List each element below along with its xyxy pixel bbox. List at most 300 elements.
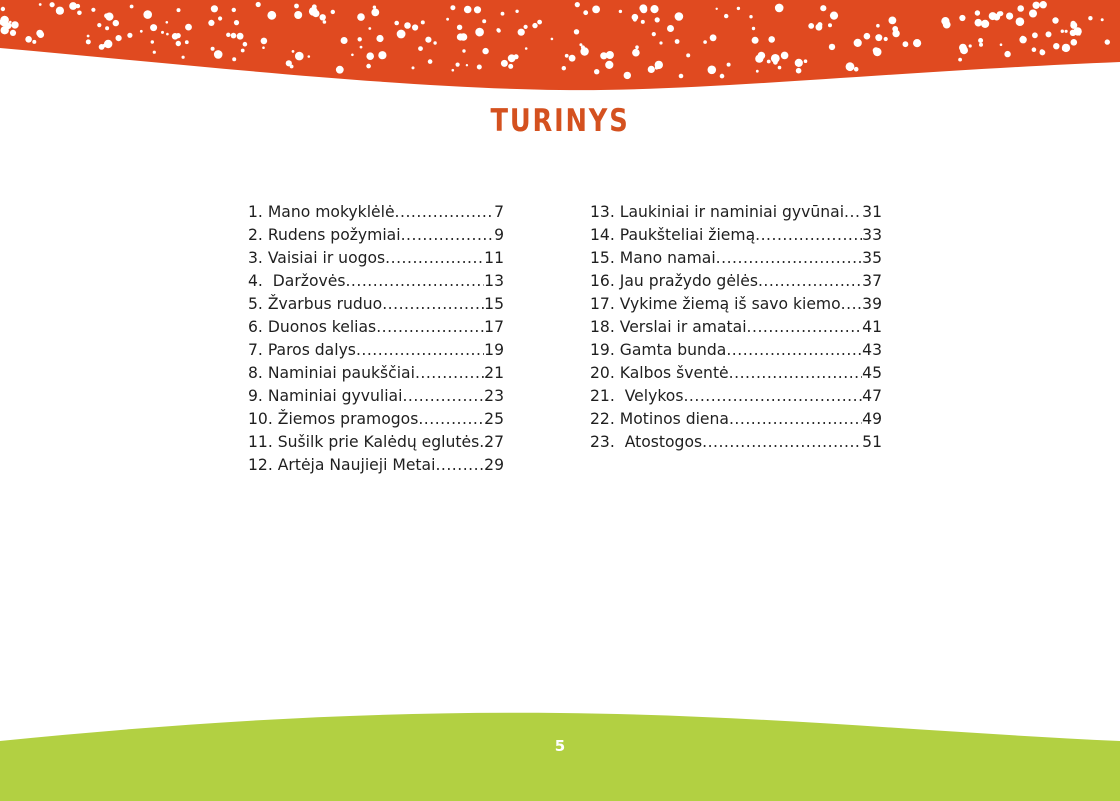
snow-dot <box>667 25 674 32</box>
snow-dot <box>105 13 113 21</box>
snow-dot <box>185 40 189 44</box>
toc-entry-page: 31 <box>862 203 882 221</box>
snow-dot <box>323 20 327 24</box>
toc-dot-leader <box>435 454 484 477</box>
snow-dot <box>87 35 90 38</box>
snow-dot <box>1105 39 1110 44</box>
snow-dot <box>421 20 425 24</box>
top-dotted-wave-band <box>0 0 1120 100</box>
snow-dot <box>816 24 823 31</box>
snow-dot <box>39 3 42 6</box>
snow-dot <box>336 66 344 74</box>
snow-dot <box>76 4 80 8</box>
snow-dot <box>514 54 519 59</box>
toc-entry <box>248 316 504 339</box>
toc-entry <box>248 454 504 477</box>
snow-dot <box>166 33 169 36</box>
snow-dot <box>1071 39 1078 46</box>
toc-dot-leader <box>395 201 495 224</box>
table-of-contents-left-column <box>248 201 504 477</box>
snow-dot <box>518 29 525 36</box>
toc-entry-page: 51 <box>862 433 882 451</box>
toc-entry-title: 4. Daržovės <box>248 272 346 290</box>
snow-dot <box>360 46 363 49</box>
toc-entry-title: 13. Laukiniai ir naminiai gyvūnai <box>590 203 845 221</box>
snow-dot <box>796 68 802 74</box>
toc-dot-leader <box>415 362 484 385</box>
snow-dot <box>256 2 261 7</box>
snow-dot <box>1032 47 1037 52</box>
snow-dot <box>464 6 472 14</box>
snow-dot <box>515 10 518 13</box>
snow-dot <box>828 23 832 27</box>
snow-dot <box>624 72 631 79</box>
toc-entry-page: 37 <box>862 272 882 290</box>
snow-dot <box>873 47 879 53</box>
snow-dot <box>652 32 656 36</box>
toc-dot-leader <box>716 247 862 270</box>
snow-dot <box>466 64 468 66</box>
snow-dot <box>501 60 508 67</box>
snow-dot <box>226 33 230 37</box>
snow-dot <box>795 59 803 67</box>
toc-dot-leader <box>356 339 484 362</box>
snow-dot <box>979 43 983 47</box>
toc-entry-page: 47 <box>862 387 882 405</box>
toc-dot-leader <box>844 201 862 224</box>
snow-dot <box>889 17 897 25</box>
snow-dot <box>11 21 18 28</box>
snow-dot <box>153 51 156 54</box>
snow-dot <box>1061 30 1064 33</box>
toc-entry-title: 23. Atostogos <box>590 433 703 451</box>
snow-dot <box>366 52 374 60</box>
snow-dot <box>724 14 728 18</box>
snow-dot <box>1 7 5 11</box>
snow-dot <box>261 38 268 45</box>
snow-dot <box>234 20 239 25</box>
snow-dot <box>525 47 528 50</box>
snow-dot <box>1017 5 1024 12</box>
snow-dot <box>1053 43 1059 49</box>
snow-dot <box>56 7 64 15</box>
toc-entry-title: 5. Žvarbus ruduo <box>248 295 383 313</box>
toc-entry-title: 14. Paukšteliai žiemą <box>590 226 756 244</box>
snow-dot <box>778 66 782 70</box>
toc-entry <box>248 362 504 385</box>
snow-dot <box>262 46 265 49</box>
toc-entry <box>590 316 882 339</box>
snow-dot <box>854 67 859 72</box>
snow-dot <box>496 28 500 32</box>
toc-dot-leader <box>726 339 862 362</box>
snow-dot <box>412 24 418 30</box>
snow-dot <box>116 35 122 41</box>
toc-entry-page: 17 <box>484 318 504 336</box>
snow-dot <box>1029 10 1037 18</box>
snow-dot <box>749 15 752 18</box>
snow-dot <box>166 21 169 24</box>
snow-dot <box>474 6 481 13</box>
toc-entry-page: 23 <box>484 387 504 405</box>
snow-dot <box>1040 50 1046 56</box>
snow-dot <box>0 16 9 25</box>
snow-dot <box>462 49 465 52</box>
toc-entry <box>248 247 504 270</box>
toc-entry-title: 21. Velykos <box>590 387 684 405</box>
toc-entry-page: 45 <box>862 364 882 382</box>
snow-dot <box>876 24 880 28</box>
snow-dot <box>1065 30 1068 33</box>
toc-entry-title: 6. Duonos kelias <box>248 318 377 336</box>
snow-dot <box>460 33 468 41</box>
toc-entry-page: 21 <box>484 364 504 382</box>
snow-dot <box>829 44 835 50</box>
toc-dot-leader <box>729 408 862 431</box>
snow-dot <box>37 31 44 38</box>
snow-dot <box>312 4 317 9</box>
snow-dot <box>675 39 680 44</box>
toc-entry-title: 15. Mano namai <box>590 249 716 267</box>
toc-entry <box>590 201 882 224</box>
snow-dot <box>1071 21 1076 26</box>
snow-dot <box>211 5 218 12</box>
snow-dot <box>86 39 91 44</box>
snow-dot <box>575 2 580 7</box>
snow-dot <box>232 8 236 12</box>
toc-dot-leader <box>418 408 484 431</box>
snow-dot <box>371 9 379 17</box>
toc-dot-leader <box>683 385 862 408</box>
snow-dot <box>679 74 684 79</box>
toc-entry-page: 15 <box>484 295 504 313</box>
toc-entry-title: 9. Naminiai gyvuliai <box>248 387 403 405</box>
snow-dot <box>635 45 639 49</box>
snow-dot <box>574 29 579 34</box>
snow-dot <box>756 70 759 73</box>
snow-dot <box>648 66 655 73</box>
toc-dot-leader <box>402 385 484 408</box>
snow-dot <box>978 38 983 43</box>
toc-entry-title: 1. Mano mokyklėlė <box>248 203 395 221</box>
snow-dot <box>892 30 899 37</box>
snow-dot <box>331 10 335 14</box>
snow-dot <box>208 20 214 26</box>
snow-dot <box>775 4 784 13</box>
snow-dot <box>864 33 871 40</box>
snow-dot <box>768 36 775 43</box>
snow-dot <box>583 10 588 15</box>
snow-dot <box>77 11 82 16</box>
snow-dot <box>341 37 348 44</box>
snow-dot <box>981 20 989 28</box>
toc-entry-title: 12. Artėja Naujieji Metai <box>248 456 436 474</box>
snow-dot <box>846 62 855 71</box>
toc-entry-title: 20. Kalbos šventė <box>590 364 729 382</box>
snow-dot <box>758 52 766 60</box>
toc-entry-page: 39 <box>862 295 882 313</box>
page-title: TURINYS <box>490 103 630 139</box>
toc-dot-leader <box>755 224 862 247</box>
page-number: 5 <box>554 737 566 755</box>
toc-entry-title: 3. Vaisiai ir uogos <box>248 249 386 267</box>
snow-dot <box>295 52 304 61</box>
toc-entry-page: 49 <box>862 410 882 428</box>
snow-dot <box>9 21 12 24</box>
snow-dot <box>619 10 622 13</box>
snow-dot <box>659 41 662 44</box>
snow-dot <box>105 26 109 30</box>
snow-dot <box>594 69 599 74</box>
toc-entry-title: 10. Žiemos pramogos <box>248 410 419 428</box>
toc-entry <box>248 224 504 247</box>
toc-entry <box>590 362 882 385</box>
snow-dot <box>237 33 244 40</box>
snow-dot <box>1040 1 1047 8</box>
snow-dot <box>286 60 292 66</box>
snow-dot <box>975 19 983 27</box>
snow-dot <box>854 39 862 47</box>
snow-dot <box>450 5 455 10</box>
snow-dot <box>632 49 640 57</box>
snow-dot <box>508 64 513 69</box>
snow-dot <box>294 11 302 19</box>
snow-dot <box>1073 27 1081 35</box>
snow-dot <box>804 59 808 63</box>
snow-dot <box>91 8 95 12</box>
snow-dot <box>241 49 245 53</box>
snow-dot <box>320 14 326 20</box>
snow-dot <box>592 5 600 13</box>
snow-dot <box>569 55 576 62</box>
snow-dot <box>703 40 707 44</box>
snow-dot <box>532 23 537 28</box>
snow-dot <box>1000 43 1003 46</box>
toc-dot-leader <box>401 224 495 247</box>
snow-dot <box>140 30 143 33</box>
toc-entry-page: 33 <box>862 226 882 244</box>
snow-dot <box>579 43 582 46</box>
toc-entry-page: 11 <box>484 249 504 267</box>
snow-dot <box>537 20 542 25</box>
snow-dot <box>308 55 311 58</box>
snow-dot <box>394 21 399 26</box>
snow-dot <box>172 33 179 40</box>
toc-entry <box>590 224 882 247</box>
snow-dot <box>820 5 826 11</box>
toc-entry-page: 19 <box>484 341 504 359</box>
snow-dot <box>376 35 383 42</box>
snow-dot <box>1004 51 1010 57</box>
snow-dot <box>655 61 663 69</box>
snow-dot <box>641 20 645 24</box>
toc-entry-page: 9 <box>494 226 504 244</box>
toc-entry <box>590 247 882 270</box>
snow-dot <box>425 37 431 43</box>
snow-dot <box>214 50 223 59</box>
snow-dot <box>475 28 484 37</box>
toc-entry-page: 13 <box>484 272 504 290</box>
toc-entry-title: 8. Naminiai paukščiai <box>248 364 415 382</box>
snow-dot <box>737 7 740 10</box>
toc-entry <box>248 408 504 431</box>
snow-dot <box>958 58 962 62</box>
snow-dot <box>1101 18 1104 21</box>
toc-entry <box>590 339 882 362</box>
toc-entry-title: 7. Paros dalys <box>248 341 356 359</box>
snow-dot <box>446 18 449 21</box>
snow-dot <box>231 33 237 39</box>
toc-dot-leader <box>729 362 863 385</box>
snow-dot <box>1046 31 1052 37</box>
snow-dot <box>752 27 755 30</box>
snow-dot <box>1088 16 1092 20</box>
snow-dot <box>418 46 423 51</box>
toc-entry-title: 19. Gamta bunda <box>590 341 727 359</box>
snow-dot <box>1033 3 1038 8</box>
snow-dot <box>633 17 637 21</box>
snow-dot <box>292 50 295 53</box>
snow-dot <box>50 2 55 7</box>
snow-dot <box>357 13 365 21</box>
snow-dot <box>830 12 838 20</box>
snow-dot <box>565 54 569 58</box>
snow-dot <box>993 14 1000 21</box>
snow-dot <box>457 25 462 30</box>
toc-entry-title: 2. Rudens požymiai <box>248 226 401 244</box>
toc-dot-leader <box>385 247 484 270</box>
snow-dot <box>373 6 376 9</box>
toc-entry-page: 7 <box>494 203 504 221</box>
snow-dot <box>182 56 185 59</box>
snow-dot <box>655 17 660 22</box>
snow-dot <box>708 66 717 75</box>
toc-entry <box>248 339 504 362</box>
snow-dot <box>428 59 433 64</box>
snow-dot <box>639 4 647 12</box>
toc-entry <box>590 293 882 316</box>
snow-dot <box>143 10 152 19</box>
toc-dot-leader <box>758 270 862 293</box>
snow-dot <box>456 63 460 67</box>
snow-dot <box>650 5 658 13</box>
snow-dot <box>605 61 613 69</box>
snow-dot <box>150 24 157 31</box>
snow-dot <box>1016 17 1025 26</box>
snow-dot <box>903 41 909 47</box>
toc-entry-page: 29 <box>484 456 504 474</box>
toc-entry <box>590 270 882 293</box>
snow-dot <box>130 5 134 9</box>
snow-dot <box>675 12 684 21</box>
toc-dot-leader <box>345 270 484 293</box>
snow-dot <box>913 39 921 47</box>
snow-dot <box>969 44 972 47</box>
toc-entry-title: 11. Sušilk prie Kalėdų eglutės <box>248 433 480 451</box>
snow-dot <box>975 10 980 15</box>
snow-dot <box>482 48 488 54</box>
toc-entry <box>248 431 504 454</box>
toc-entry <box>590 431 882 454</box>
toc-entry <box>590 408 882 431</box>
snow-dot <box>99 44 105 50</box>
snow-dot <box>97 23 101 27</box>
snow-dot <box>378 51 386 59</box>
snow-dot <box>562 66 566 70</box>
toc-entry-page: 27 <box>484 433 504 451</box>
toc-entry-title: 18. Verslai ir amatai <box>590 318 747 336</box>
snow-dot <box>767 60 771 64</box>
snow-dot <box>482 19 486 23</box>
snow-dot <box>366 64 371 69</box>
snow-dot <box>243 42 248 47</box>
snow-dot <box>720 74 725 79</box>
snow-dot <box>404 22 411 29</box>
snow-dot <box>941 17 949 25</box>
snow-dot <box>1062 44 1070 52</box>
snow-dot <box>25 36 32 43</box>
toc-dot-leader <box>841 293 862 316</box>
snow-dot <box>161 31 164 34</box>
snow-dot <box>875 34 882 41</box>
snow-dot <box>351 54 354 57</box>
snow-dot <box>710 34 717 41</box>
snow-dot <box>127 33 132 38</box>
snow-dot <box>551 38 554 41</box>
snow-dot <box>716 8 718 10</box>
snow-dot <box>524 25 528 29</box>
snow-dot <box>267 11 276 20</box>
snow-dot <box>312 10 319 17</box>
snow-dot <box>686 53 690 57</box>
toc-entry-title: 22. Motinos diena <box>590 410 729 428</box>
toc-entry <box>248 270 504 293</box>
snow-dot <box>218 16 222 20</box>
snow-dot <box>232 57 236 61</box>
snow-dot <box>185 24 192 31</box>
snow-dot <box>1032 32 1038 38</box>
toc-entry-title: 17. Vykime žiemą iš savo kiemo <box>590 295 841 313</box>
snow-dot <box>884 37 888 41</box>
snow-dot <box>1052 17 1058 23</box>
snow-dot <box>727 63 731 67</box>
snow-dot <box>177 8 181 12</box>
toc-dot-leader <box>747 316 863 339</box>
snow-dot <box>501 12 505 16</box>
toc-dot-leader <box>382 293 484 316</box>
toc-entry-page: 41 <box>862 318 882 336</box>
snow-dot <box>32 40 36 44</box>
snow-dot <box>151 40 154 43</box>
snow-dot <box>781 52 789 60</box>
snow-dot <box>368 27 371 30</box>
snow-dot <box>477 65 482 70</box>
snow-dot <box>10 30 16 36</box>
toc-entry-title: 16. Jau pražydo gėlės <box>590 272 758 290</box>
toc-entry <box>248 293 504 316</box>
toc-dot-leader <box>376 316 484 339</box>
toc-dot-leader <box>702 431 862 454</box>
table-of-contents-right-column <box>590 201 882 454</box>
toc-entry-page: 35 <box>862 249 882 267</box>
snow-dot <box>606 51 614 59</box>
snow-dot <box>752 37 759 44</box>
snow-dot <box>959 15 965 21</box>
snow-dot <box>452 69 455 72</box>
snow-dot <box>113 20 119 26</box>
snow-dot <box>358 37 362 41</box>
snow-dot <box>808 23 814 29</box>
